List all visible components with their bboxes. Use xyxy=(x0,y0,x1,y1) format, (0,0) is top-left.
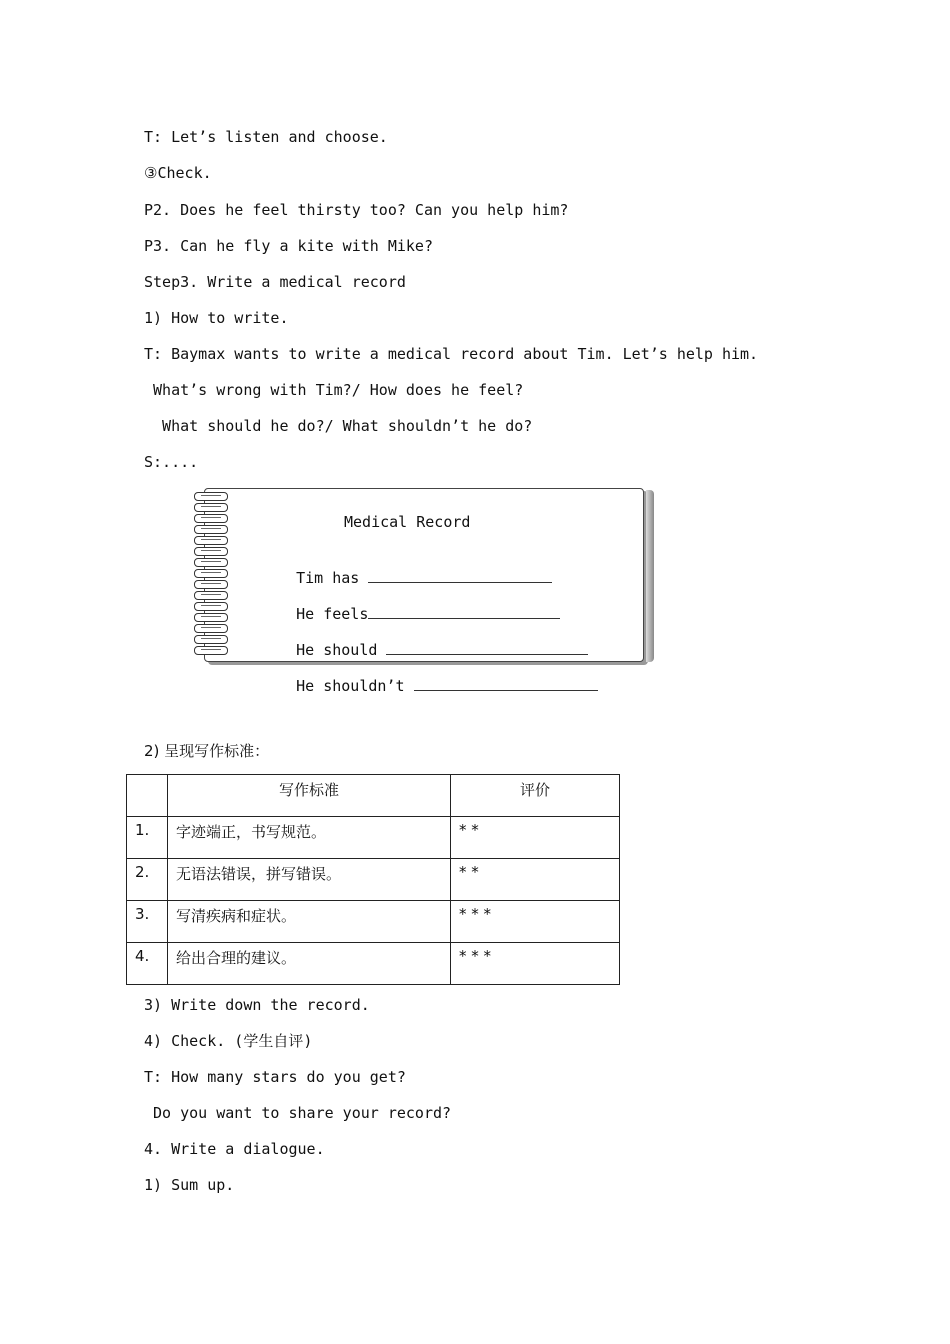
he-should-blank xyxy=(386,640,588,655)
line-p3: P3. Can he fly a kite with Mike? xyxy=(144,237,433,255)
row-rating: * * xyxy=(451,817,620,859)
line-baymax: T: Baymax wants to write a medical record about Tim. Let’s help him. xyxy=(144,345,759,363)
row-rating: * * * xyxy=(451,901,620,943)
line-students: S:.... xyxy=(144,453,199,471)
row-criterion: 字迹端正，书写规范。 xyxy=(168,817,451,859)
criteria-heading: 2) 呈现写作标准： xyxy=(144,742,270,760)
line-write-dialogue: 4. Write a dialogue. xyxy=(144,1140,325,1158)
he-feels-label: He feels xyxy=(296,605,369,623)
record-title: Medical Record xyxy=(344,513,471,531)
line-self-check: 4) Check. (学生自评) xyxy=(144,1032,313,1050)
line-listen-choose: T: Let’s listen and choose. xyxy=(144,128,388,146)
line-p2: P2. Does he feel thirsty too? Can you help him? xyxy=(144,201,569,219)
medical-record-notebook xyxy=(192,486,656,695)
line-step3: Step3. Write a medical record xyxy=(144,273,406,291)
row-num: 3. xyxy=(127,901,168,943)
he-feels-blank xyxy=(368,604,560,619)
spiral-binding-icon xyxy=(192,492,226,662)
notebook-page-edge xyxy=(646,490,654,662)
tim-has-blank xyxy=(368,568,552,583)
row-criterion: 写清疾病和症状。 xyxy=(168,901,451,943)
header-num xyxy=(127,775,168,817)
table-row xyxy=(127,817,620,859)
row-rating: * * * xyxy=(451,943,620,985)
row-criterion: 无语法错误，拼写错误。 xyxy=(168,859,451,901)
row-num: 1. xyxy=(127,817,168,859)
row-rating: * * xyxy=(451,859,620,901)
line-what-should: What should he do?/ What shouldn’t he do? xyxy=(144,417,533,435)
table-header-row xyxy=(127,775,620,817)
line-how-to-write: 1) How to write. xyxy=(144,309,289,327)
table-row xyxy=(127,901,620,943)
row-num: 2. xyxy=(127,859,168,901)
row-criterion: 给出合理的建议。 xyxy=(168,943,451,985)
tim-has-label: Tim has xyxy=(296,569,360,587)
he-should-label: He should xyxy=(296,641,378,659)
table-row xyxy=(127,943,620,985)
line-how-many-stars: T: How many stars do you get? xyxy=(144,1068,406,1086)
he-shouldnt-label: He shouldn’t xyxy=(296,677,405,695)
line-share-record: Do you want to share your record? xyxy=(144,1104,452,1122)
row-num: 4. xyxy=(127,943,168,985)
record-he-shouldnt xyxy=(260,656,598,716)
header-rating: 评价 xyxy=(451,775,620,817)
writing-criteria-table xyxy=(126,774,620,985)
line-sum-up: 1) Sum up. xyxy=(144,1176,235,1194)
line-check: ③Check. xyxy=(144,164,212,182)
table-row xyxy=(127,859,620,901)
line-write-down: 3) Write down the record. xyxy=(144,996,370,1014)
header-criterion: 写作标准 xyxy=(168,775,451,817)
he-shouldnt-blank xyxy=(414,676,598,691)
line-whats-wrong: What’s wrong with Tim?/ How does he feel? xyxy=(144,381,524,399)
